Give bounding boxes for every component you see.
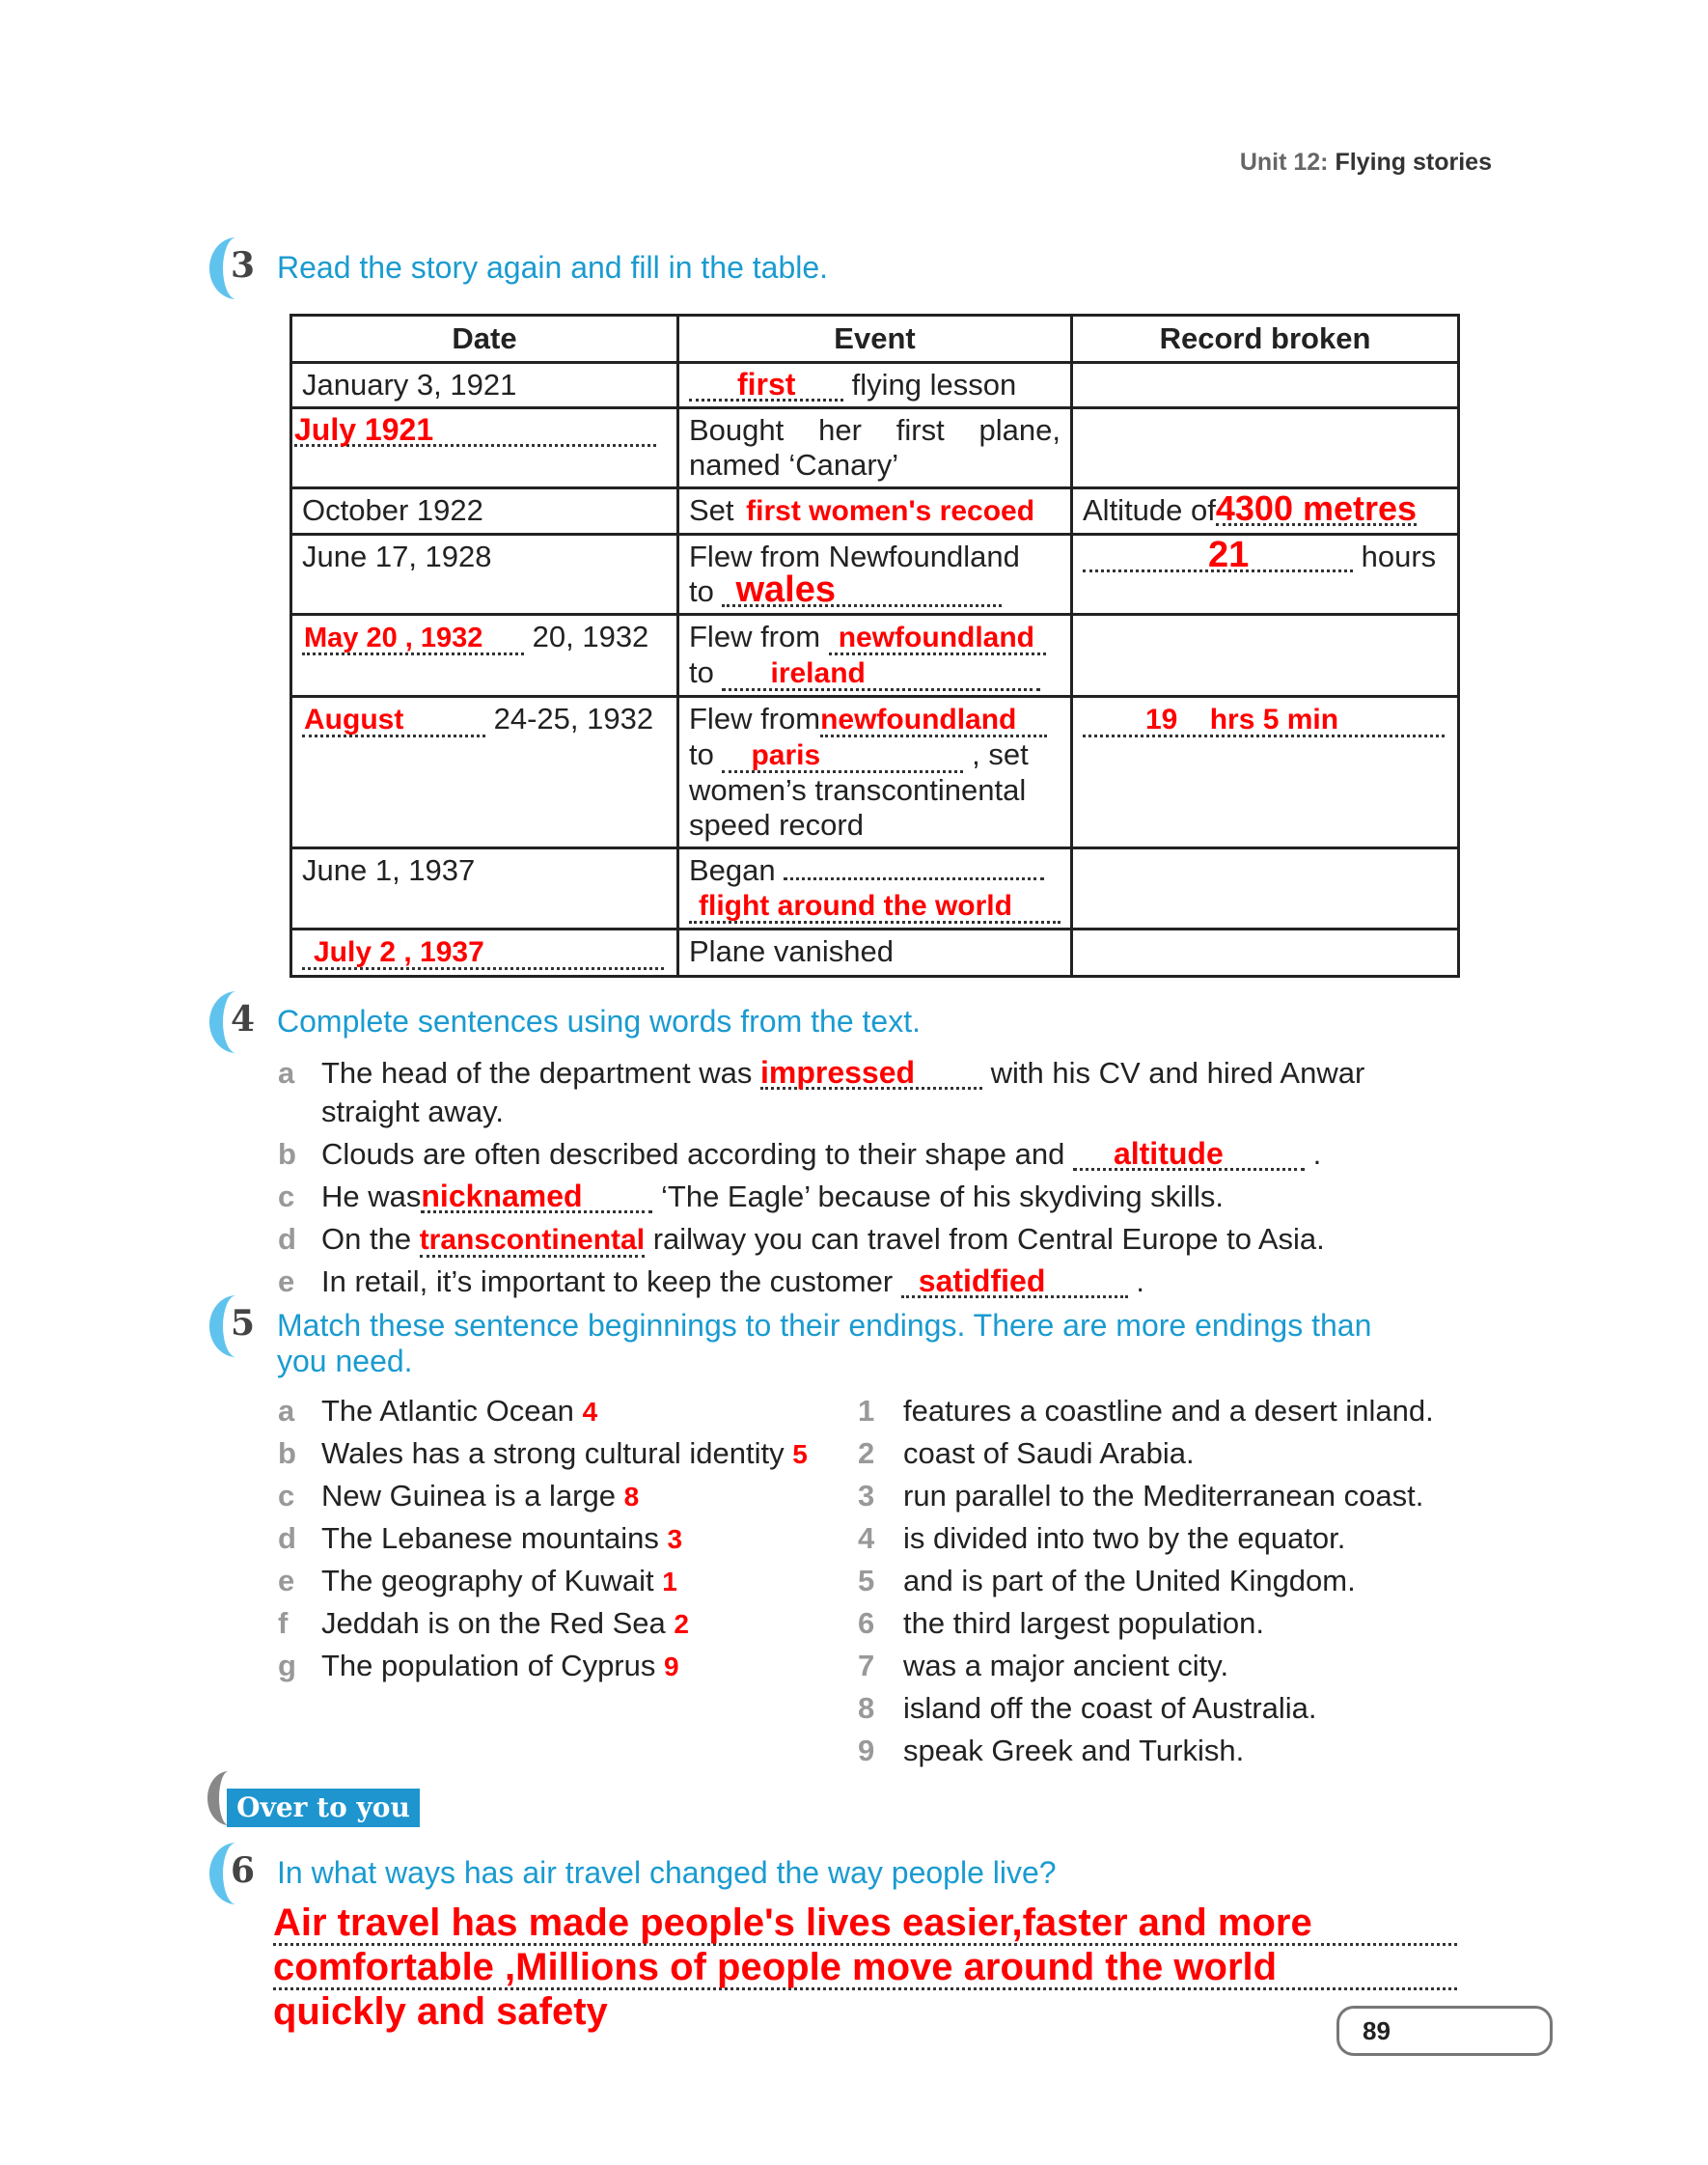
table-row: July 1921 Bought her first plane, named ‘Canary’ — [291, 408, 1459, 488]
item-text: run parallel to the Mediterranean coast. — [903, 1479, 1424, 1513]
answer-line-1[interactable]: Air travel has made people's lives easier,faster and more — [273, 1903, 1457, 1946]
match-answer[interactable]: 8 — [623, 1482, 640, 1512]
item-number: 5 — [858, 1564, 875, 1597]
col-event: Event — [678, 316, 1072, 363]
table-row: October 1922 Set first women's recoed Altitude of4300 metres — [291, 488, 1459, 535]
item-number: 6 — [858, 1606, 875, 1640]
match-answer[interactable]: 4 — [582, 1397, 598, 1427]
list-item: d On the transcontinental railway you can travel from Central Europe to Asia. — [278, 1222, 1325, 1256]
item-number: 3 — [858, 1479, 875, 1513]
item-text: Jeddah is on the Red Sea — [321, 1606, 666, 1640]
item-letter: f — [278, 1606, 289, 1640]
item-text: The Lebanese mountains — [321, 1521, 659, 1555]
ending-item — [858, 1477, 1434, 1519]
over-to-you-badge: Over to you — [227, 1789, 420, 1827]
item-number: 9 — [858, 1734, 875, 1767]
unit-header: Unit 12: Flying stories — [1239, 149, 1492, 176]
answer-fill[interactable]: paris — [722, 741, 963, 773]
item-letter: g — [278, 1649, 296, 1682]
answer-fill[interactable]: flight around the world — [689, 892, 1061, 924]
question-number-6: 6 — [209, 1843, 263, 1904]
answer-fill[interactable]: first — [689, 370, 843, 402]
item-text: is divided into two by the equator. — [903, 1521, 1346, 1555]
beginning-item — [278, 1434, 847, 1477]
beginning-item — [278, 1519, 847, 1562]
table-row: August 24-25, 1932 Flew fromnewfoundland to paris , set women’s transcontinental speed record 19 hrs 5 min — [291, 697, 1459, 848]
item-text: The Atlantic Ocean — [321, 1394, 574, 1428]
beginning-item — [278, 1477, 847, 1519]
list-item: e In retail, it’s important to keep the customer satidfied . — [278, 1263, 1145, 1298]
answer-line-2[interactable]: comfortable ,Millions of people move around the world — [273, 1948, 1457, 1990]
question-number-5: 5 — [209, 1295, 263, 1357]
ending-item — [858, 1604, 1434, 1647]
match-answer[interactable]: 5 — [792, 1439, 808, 1469]
item-number: 8 — [858, 1691, 875, 1725]
item-text: and is part of the United Kingdom. — [903, 1564, 1356, 1597]
ending-item — [858, 1434, 1434, 1477]
match-answer[interactable]: 1 — [662, 1567, 677, 1596]
events-table — [289, 314, 1460, 978]
table-row: January 3, 1921 first flying lesson — [291, 363, 1459, 408]
list-item: a The head of the department was impressed with his CV and hired Anwar straight away. — [278, 1055, 1365, 1128]
endings-list — [858, 1392, 1434, 1774]
item-letter: a — [278, 1394, 295, 1428]
answer-fill[interactable]: wales — [722, 575, 1002, 607]
item-text: Wales has a strong cultural identity — [321, 1436, 785, 1470]
answer-line — [784, 877, 1044, 880]
answer-line-3[interactable]: quickly and safety — [273, 1990, 608, 2033]
item-text: the third largest population. — [903, 1606, 1264, 1640]
item-text: features a coastline and a desert inland. — [903, 1394, 1434, 1428]
ending-item — [858, 1689, 1434, 1732]
answer-fill[interactable]: July 2 , 1937 — [302, 938, 664, 970]
item-number: 2 — [858, 1436, 875, 1470]
answer-fill[interactable]: nicknamed — [421, 1181, 652, 1213]
answer-fill[interactable]: 4300 metres — [1215, 488, 1418, 528]
answer-fill[interactable]: July 1921 — [294, 415, 656, 447]
q5-instruction: Match these sentence beginnings to their endings. There are more endings than you need. — [277, 1308, 1372, 1378]
item-letter: c — [278, 1479, 295, 1513]
table-row: June 17, 1928 Flew from Newfoundland to wales 21 hours — [291, 535, 1459, 615]
q3-instruction: Read the story again and fill in the table. — [277, 250, 829, 285]
item-letter: e — [278, 1564, 295, 1597]
ending-item — [858, 1562, 1434, 1604]
list-item: c He wasnicknamed ‘The Eagle’ because of his skydiving skills. — [278, 1179, 1224, 1213]
item-letter: d — [278, 1521, 296, 1555]
col-date: Date — [291, 316, 678, 363]
q4-instruction: Complete sentences using words from the text. — [277, 1004, 921, 1039]
question-number-3: 3 — [209, 237, 263, 299]
col-record: Record broken — [1072, 316, 1459, 363]
answer-fill[interactable]: 19 hrs 5 min — [1083, 706, 1445, 737]
item-text: was a major ancient city. — [903, 1649, 1229, 1682]
item-text: island off the coast of Australia. — [903, 1691, 1317, 1725]
answer-fill[interactable]: altitude — [1073, 1139, 1305, 1171]
item-number: 4 — [858, 1521, 875, 1555]
answer-fill[interactable]: transcontinental — [419, 1224, 646, 1256]
item-letter: b — [278, 1436, 296, 1470]
answer-fill[interactable]: 21 — [1083, 541, 1353, 572]
table-row: July 2 , 1937 Plane vanished — [291, 930, 1459, 977]
answer-fill[interactable]: satidfied — [901, 1266, 1128, 1298]
question-number-4: 4 — [209, 991, 263, 1053]
ending-item — [858, 1647, 1434, 1689]
ending-item — [858, 1519, 1434, 1562]
list-item: b Clouds are often described according to their shape and altitude . — [278, 1136, 1322, 1171]
match-answer[interactable]: 2 — [674, 1609, 689, 1639]
ending-item — [858, 1732, 1434, 1774]
table-row: May 20 , 1932 20, 1932 Flew from newfoundland to ireland — [291, 615, 1459, 697]
item-text: speak Greek and Turkish. — [903, 1734, 1245, 1767]
beginning-item — [278, 1562, 847, 1604]
answer-fill[interactable]: impressed — [760, 1058, 982, 1090]
answer-fill[interactable]: August — [302, 706, 485, 737]
beginning-item — [278, 1392, 847, 1434]
beginning-item — [278, 1604, 847, 1647]
answer-fill[interactable]: May 20 , 1932 — [302, 624, 524, 655]
answer-fill[interactable]: ireland — [722, 659, 1040, 691]
match-answer[interactable]: 9 — [664, 1652, 679, 1681]
page-number: 89 — [1336, 2006, 1553, 2056]
item-text: The geography of Kuwait — [321, 1564, 654, 1597]
item-number: 7 — [858, 1649, 875, 1682]
item-text: coast of Saudi Arabia. — [903, 1436, 1195, 1470]
item-number: 1 — [858, 1394, 875, 1428]
answer-fill[interactable]: newfoundland — [820, 706, 1047, 737]
q6-question: In what ways has air travel changed the way people live? — [277, 1855, 1057, 1890]
item-text: New Guinea is a large — [321, 1479, 616, 1513]
ending-item — [858, 1392, 1434, 1434]
table-row: June 1, 1937 Began flight around the world — [291, 848, 1459, 930]
answer-fill[interactable]: first women's recoed — [746, 495, 1035, 527]
answer-fill[interactable]: newfoundland — [829, 624, 1046, 655]
item-text: The population of Cyprus — [321, 1649, 656, 1682]
match-answer[interactable]: 3 — [667, 1524, 683, 1554]
q4-list — [278, 1054, 1484, 1305]
beginning-item — [278, 1647, 847, 1689]
beginnings-list — [278, 1392, 847, 1689]
